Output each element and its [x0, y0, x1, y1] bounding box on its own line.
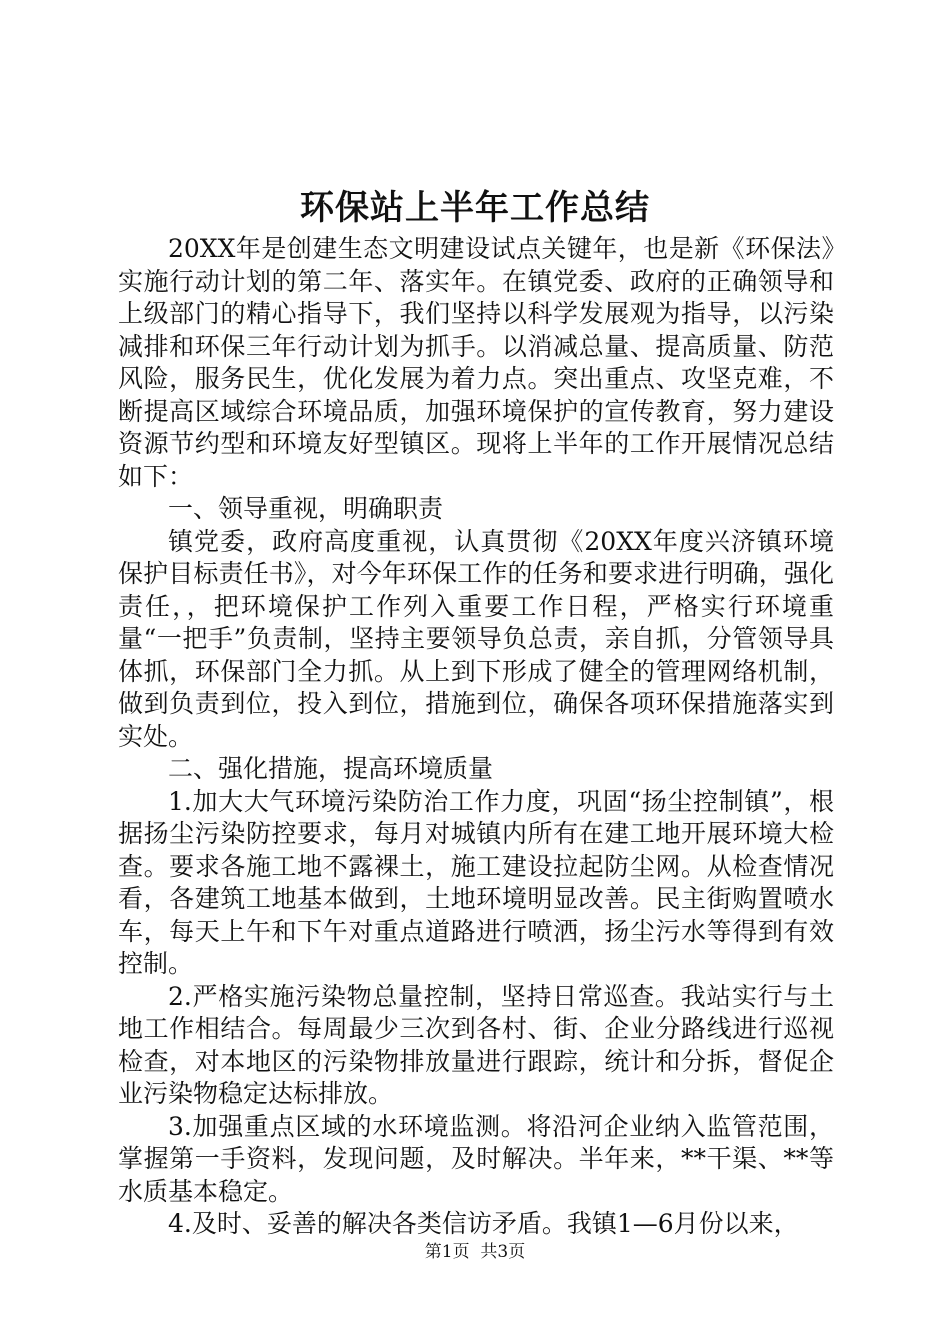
page-footer — [0, 1240, 950, 1264]
paragraph-item-2: 2.严格实施污染物总量控制，坚持日常巡查。我站实行与土地工作相结合。每周最少三次到各村、街、企业分路线进行巡视检查，对本地区的污染物排放量进行跟踪，统计和分拆，督促企业污染物稳定达标排放。 — [118, 981, 834, 1108]
page-number-total: 共3页 — [480, 1242, 526, 1262]
section-heading-1: 一、领导重视，明确职责 — [168, 494, 444, 523]
document-body — [118, 233, 834, 1241]
footer-separator — [470, 1242, 481, 1262]
document-title: 环保站上半年工作总结 — [300, 188, 650, 228]
paragraph-intro: 20XX年是创建生态文明建设试点关键年，也是新《环保法》实施行动计划的第二年、落实年。在镇党委、政府的正确领导和上级部门的精心指导下，我们坚持以科学发展观为指导，以污染减排和环保三年行动计划为抓手。以消减总量、提高质量、防范风险，服务民生，优化发展为着力点。突出重点、攻坚克难，不断提高区域综合环境品质，加强环境保护的宣传教育，努力建设资源节约型和环境友好型镇区。现将上半年的工作开展情况总结如下： — [118, 234, 834, 491]
paragraph-item-3: 3.加强重点区域的水环境监测。将沿河企业纳入监管范围，掌握第一手资料，发现问题，及时解决。半年来，**干渠、**等水质基本稳定。 — [118, 1111, 834, 1206]
paragraph-section-1: 镇党委，政府高度重视，认真贯彻《20XX年度兴济镇环境保护目标责任书》，对今年环保工作的任务和要求进行明确，强化责任，，把环境保护工作列入重要工作日程，严格实行环境重量“一把手”负责制，坚持主要领导负总责，亲自抓，分管领导具体抓，环保部门全力抓。从上到下形成了健全的管理网络机制，做到负责到位，投入到位，措施到位，确保各项环保措施落实到实处。 — [118, 526, 834, 751]
paragraph-item-1: 1.加大大气环境污染防治工作力度，巩固“扬尘控制镇”，根据扬尘污染防控要求，每月对城镇内所有在建工地开展环境大检查。要求各施工地不露裸土，施工建设拉起防尘网。从检查情况看，各建筑工地基本做到，土地环境明显改善。民主街购置喷水车，每天上午和下午对重点道路进行喷洒，扬尘污水等得到有效控制。 — [118, 786, 834, 978]
paragraph-item-4: 4.及时、妥善的解决各类信访矛盾。我镇1—6月份以来， — [168, 1209, 799, 1238]
page-number-current: 第1页 — [424, 1242, 470, 1262]
section-heading-2: 二、强化措施，提高环境质量 — [168, 754, 494, 783]
